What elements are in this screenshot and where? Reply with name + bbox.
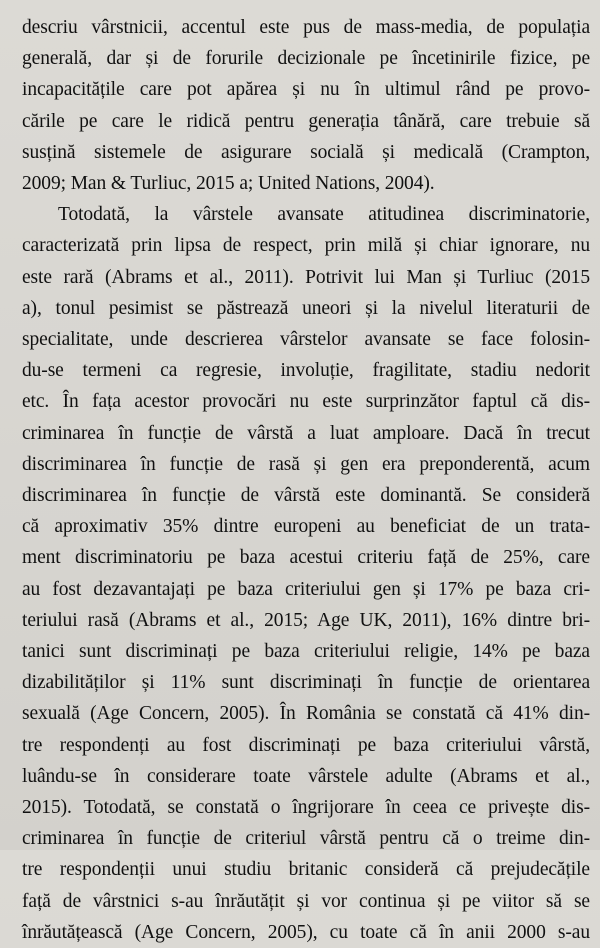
- paragraph-2: [22, 199, 590, 948]
- text-line: față de vârstnici s-au înrăutățit și vor continua și pe viitor să se: [22, 890, 590, 912]
- text-line: du-se termeni ca regresie, involuție, fragilitate, stadiu nedorit: [22, 360, 590, 382]
- text-line: dizabilităților și 11% sunt discriminați în funcție de orientarea: [22, 672, 590, 694]
- text-line: Totodată, la vârstele avansate atitudinea discriminatorie,: [58, 204, 590, 226]
- text-line: discriminarea în funcție de vârstă este dominantă. Se consideră: [22, 485, 590, 507]
- text-line: înrăutățească (Age Concern, 2005), cu toate că în anii 2000 s-au: [22, 921, 590, 943]
- text-line: este rară (Abrams et al., 2011). Potrivit lui Man și Turliuc (2015: [22, 266, 590, 288]
- text-line: luându-se în considerare toate vârstele adulte (Abrams et al.,: [22, 765, 590, 787]
- text-line: că aproximativ 35% dintre europeni au beneficiat de un trata-: [22, 516, 590, 538]
- text-line: susțină sistemele de asigurare socială și medicală (Crampton,: [22, 141, 590, 163]
- text-line: cările pe care le ridică pentru generația tânără, care trebuie să: [22, 110, 590, 132]
- text-line: tanici sunt discriminați pe baza criteriului religie, 14% pe baza: [22, 641, 590, 663]
- text-line: ment discriminatoriu pe baza acestui criteriu față de 25%, care: [22, 547, 590, 569]
- text-line: sexuală (Age Concern, 2005). În România se constată că 41% din-: [22, 703, 590, 725]
- text-line: specialitate, unde descrierea vârstelor avansate se face folosin-: [22, 329, 590, 351]
- text-line: caracterizată prin lipsa de respect, prin milă și chiar ignorare, nu: [22, 235, 590, 257]
- text-line: descriu vârstnicii, accentul este pus de mass-media, de populația: [22, 17, 590, 38]
- text-line: criminarea în funcție de criteriul vârstă pentru că o treime din-: [22, 828, 590, 850]
- text-line: incapacitățile care pot apărea și nu în ultimul rând pe provo-: [22, 79, 590, 101]
- text-line: discriminarea în funcție de rasă și gen era preponderentă, acum: [22, 453, 590, 475]
- text-line: tre respondenți au fost discriminați pe baza criteriului vârstă,: [22, 734, 590, 756]
- text-line: criminarea în funcție de vârstă a luat amploare. Dacă în trecut: [22, 422, 590, 444]
- text-line: au fost dezavantajați pe baza criteriului gen și 17% pe baza cri-: [22, 578, 590, 600]
- text-line: etc. În fața acestor provocări nu este surprinzător faptul că dis-: [22, 391, 590, 413]
- text-line: 2009; Man & Turliuc, 2015 a; United Nations, 2004).: [22, 173, 435, 195]
- paragraph-1: [22, 12, 590, 199]
- text-line: a), tonul pesimist se păstrează uneori și la nivelul literaturii de: [22, 297, 590, 319]
- text-line: generală, dar și de forurile decizionale pe încetinirile fizice, pe: [22, 48, 590, 70]
- text-line: 2015). Totodată, se constată o îngrijorare în ceea ce privește dis-: [22, 797, 590, 819]
- text-line: tre respondenții unui studiu britanic consideră că prejudecățile: [22, 859, 590, 881]
- text-line: teriului rasă (Abrams et al., 2015; Age UK, 2011), 16% dintre bri-: [22, 609, 590, 631]
